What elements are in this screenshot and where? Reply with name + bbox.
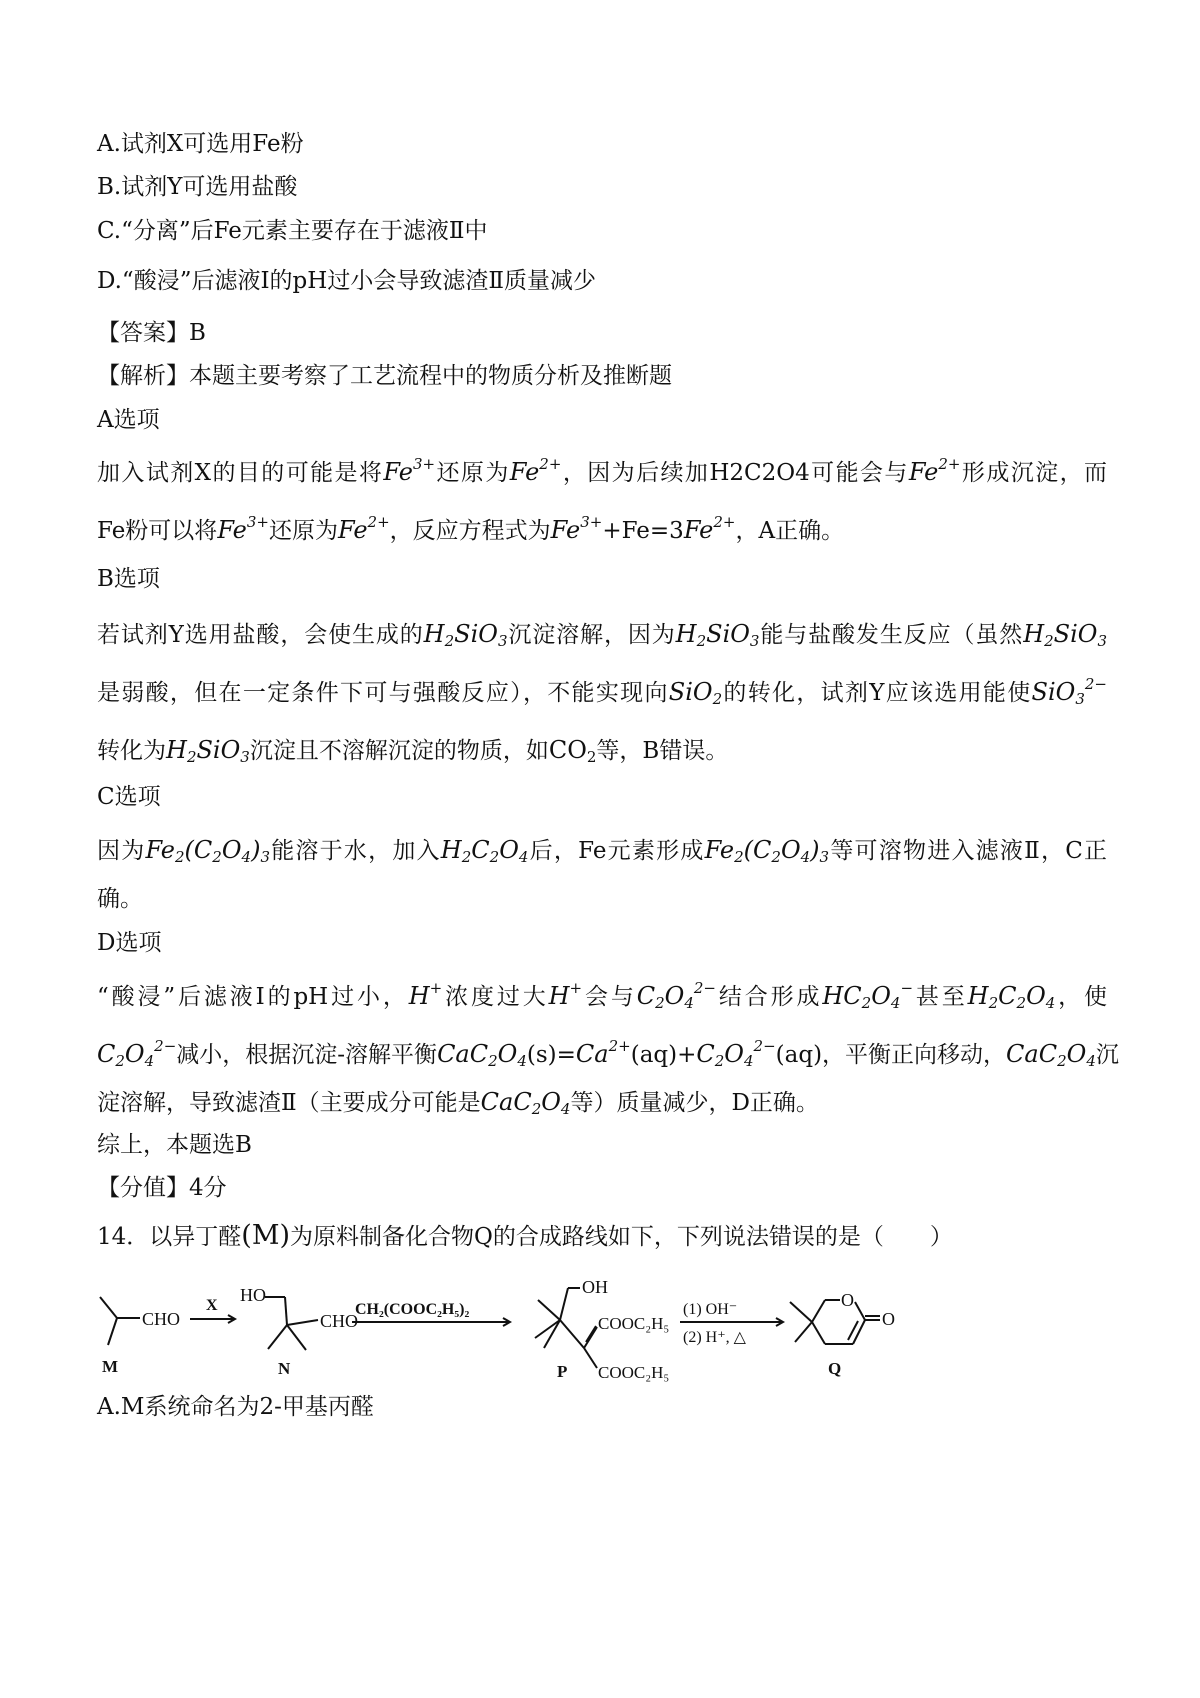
section-d-line-3: 淀溶解，导致滤渣Ⅱ（主要成分可能是$CaC_2O_4$等）质量减少，D正确。	[97, 1088, 819, 1118]
section-d-line-2: $C_2O_4^{2-}$减小，根据沉淀-溶解平衡$CaC_2O_4(s)=Ca^{2+}(aq)+C_2O_4^{2-}(aq)$，平衡正向移动，$CaC_2O_4$沉	[97, 1037, 1119, 1070]
scheme-m-group: CHO	[142, 1309, 181, 1329]
analysis-heading: 【解析】本题主要考察了工艺流程中的物质分析及推断题	[97, 363, 672, 389]
summary: 综上，本题选B	[97, 1132, 252, 1158]
answer: 【答案】B	[97, 320, 206, 346]
section-b-heading: B选项	[97, 566, 160, 592]
scheme-n-ho: HO	[240, 1285, 266, 1305]
scheme-p-ester-1: COOC₂H₅	[598, 1314, 670, 1333]
section-a-line-2: Fe粉可以将$Fe^{3+}$还原为$Fe^{2+}$，反应方程式为$Fe^{3+}+Fe=3Fe^{2+}$，A正确。	[97, 513, 845, 544]
section-c-line-1: 因为$Fe_2(C_2O_4)_3$能溶于水，加入$H_2C_2O_4$后，Fe元素形成$Fe_2(C_2O_4)_3$等可溶物进入滤液Ⅱ，C正	[97, 836, 1108, 866]
scheme-x-reagent: X	[206, 1297, 218, 1314]
score: 【分值】4分	[97, 1175, 227, 1201]
section-b-line-3: 转化为$H_2SiO_3$沉淀且不溶解沉淀的物质，如$CO_2$等，B错误。	[97, 736, 729, 766]
section-b-line-2: 是弱酸，但在一定条件下可与强酸反应），不能实现向SiO$_2$的转化，试剂Y应该选用能使SiO$_3^{2-}$	[97, 675, 1107, 708]
scheme-label-q: Q	[828, 1359, 842, 1378]
section-d-line-1: “酸浸”后滤液Ⅰ的pH过小，H+浓度过大H+会与$C_2O_4^{2-}$结合形成$HC_2O_4^-$甚至$H_2C_2O_4$，使	[97, 979, 1108, 1012]
scheme-n-group: CHO	[320, 1311, 359, 1331]
scheme-q-ring-o: O	[841, 1290, 854, 1310]
option-a: A.试剂X可选用Fe粉	[97, 131, 304, 157]
scheme-label-n: N	[278, 1359, 291, 1378]
scheme-step-1: (1) OH⁻	[683, 1301, 738, 1318]
synthesis-scheme	[90, 1272, 1090, 1402]
scheme-step-2: (2) H⁺, △	[683, 1329, 746, 1346]
scheme-p-oh: OH	[582, 1277, 608, 1297]
section-b-line-1: 若试剂Y选用盐酸，会使生成的$H_2SiO_3$沉淀溶解，因为$H_2SiO_3$能与盐酸发生反应（虽然$H_2SiO_3$	[97, 620, 1108, 650]
section-a-line-1: 加入试剂X的目的可能是将$Fe^{3+}$还原为$Fe^{2+}$，因为后续加H2C2O4可能会与$Fe^{2+}$形成沉淀，而	[97, 455, 1108, 486]
section-c-line-2: 确。	[97, 886, 143, 912]
option-d: D.“酸浸”后滤液Ⅰ的pH过小会导致滤渣Ⅱ质量减少	[97, 268, 596, 294]
scheme-reagent: CH₂(COOC₂H₅)₂	[355, 1301, 470, 1318]
scheme-label-p: P	[557, 1362, 568, 1381]
question-14-option-a: A.M系统命名为2-甲基丙醛	[97, 1394, 374, 1420]
section-a-heading: A选项	[97, 407, 160, 433]
scheme-label-m: M	[102, 1357, 119, 1376]
option-c: C.“分离”后Fe元素主要存在于滤液Ⅱ中	[97, 218, 488, 244]
section-c-heading: C选项	[97, 784, 161, 810]
scheme-p-ester-2: COOC₂H₅	[598, 1363, 670, 1382]
question-14-stem: 14．以异丁醛(M)为原料制备化合物Q的合成路线如下，下列说法错误的是（ ）	[97, 1220, 953, 1251]
section-d-heading: D选项	[97, 930, 162, 956]
option-b: B.试剂Y可选用盐酸	[97, 174, 298, 200]
scheme-q-carbonyl-o: O	[882, 1309, 895, 1329]
